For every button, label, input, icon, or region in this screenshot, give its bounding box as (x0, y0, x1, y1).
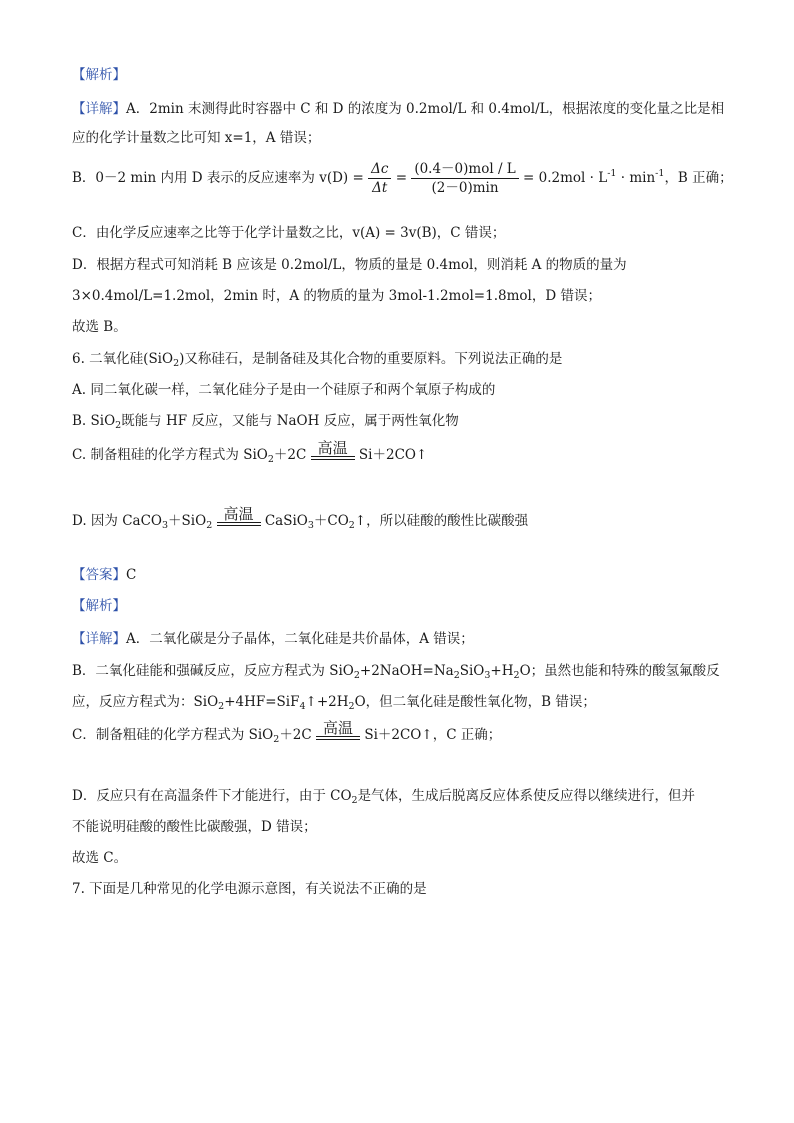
q6-detail-a: 【详解】A．二氧化碳是分子晶体，二氧化硅是共价晶体，A 错误； (72, 631, 474, 647)
condition-high-temp: 高温 (316, 720, 360, 745)
fraction-dc-dt: $\frac{\Delta c}{\Delta t}$ (368, 160, 391, 197)
detail-label: 【详解】 (72, 101, 126, 117)
q6-answer: 【答案】C (72, 567, 137, 583)
q6-option-a: A. 同二氧化碳一样，二氧化硅分子是由一个硅原子和两个氧原子构成的 (72, 382, 496, 398)
q6-stem: 6. 二氧化硅(SiO$_2$)又称硅石，是制备硅及其化合物的重要原料。下列说法正确的是 (72, 351, 563, 369)
q5-detail-c: C．由化学反应速率之比等于化学计量数之比，v(A) = 3v(B)，C 错误； (72, 225, 506, 241)
q6-detail-d-line1: D．反应只有在高温条件下才能进行，由于 $CO_2$是气体，生成后脱离反应体系使反应得以继续进行，但并 (72, 788, 696, 806)
analysis-label: 【解析】 (72, 67, 126, 83)
condition-high-temp: 高温 (311, 440, 355, 465)
q6-analysis-label: 【解析】 (72, 598, 126, 614)
q5-choose: 故选 B。 (72, 319, 127, 335)
q5-detail-a-line2: 应的化学计量数之比可知 x=1，A 错误； (72, 130, 321, 146)
q6-detail-b-line1: B．二氧化硅能和强碱反应，反应方程式为 $SiO_2+2NaOH=Na_2SiO_3+H_2O$；虽然也能和特殊的酸氢氟酸反 (72, 663, 720, 681)
q5-detail-d-line2: 3×0.4mol/L=1.2mol，2min 时，A 的物质的量为 3mol-1.2mol=1.8mol，D 错误； (72, 288, 601, 304)
q5-detail-a-line1: 【详解】A．2min 末测得此时容器中 C 和 D 的浓度为 0.2mol/L 和 0.4mol/L，根据浓度的变化量之比是相 (72, 101, 725, 117)
q6-detail-b-line2: 应，反应方程式为：$SiO_2+4HF=SiF_4↑+2H_2O$，但二氧化硅是酸性氧化物，B 错误； (72, 694, 596, 712)
q6-option-d: D. 因为 CaCO$_3$＋SiO$_2$ 高温 $CaSiO_3+CO_2↑$，所以硅酸的酸性比碳酸强 (72, 505, 529, 531)
q6-detail-d-line2: 不能说明硅酸的酸性比碳酸强，D 错误； (72, 819, 317, 835)
q6-option-b: B. SiO$_2$既能与 HF 反应，又能与 NaOH 反应，属于两性氧化物 (72, 413, 459, 431)
condition-high-temp: 高温 (217, 506, 261, 531)
q6-choose: 故选 C。 (72, 850, 128, 866)
q5-detail-d-line1: D．根据方程式可知消耗 B 应该是 0.2mol/L，物质的量是 0.4mol，则消耗 A 的物质的量为 (72, 257, 627, 273)
q7-stem: 7. 下面是几种常见的化学电源示意图，有关说法不正确的是 (72, 881, 427, 897)
q6-detail-c: C．制备粗硅的化学方程式为 SiO$_2$＋2C 高温 Si＋2CO↑，C 正确； (72, 719, 502, 745)
q5-detail-b-equation: B．0－2 min 内用 D 表示的反应速率为 v(D) = $\frac{\Delta c}{\Delta t}$ = $\frac{\text{(0.4－0)mol / L}}{(2-0)\min}$ = $0.2mol \cdot L^{-1} \cdot \min^{-1}$，B 正确； (72, 161, 733, 196)
q6-option-c: C. 制备粗硅的化学方程式为 SiO$_2$＋2C 高温 Si＋2CO↑ (72, 439, 428, 465)
fraction-rate: $\frac{\text{(0.4－0)mol / L}}{(2-0)\min}$ (411, 160, 518, 197)
